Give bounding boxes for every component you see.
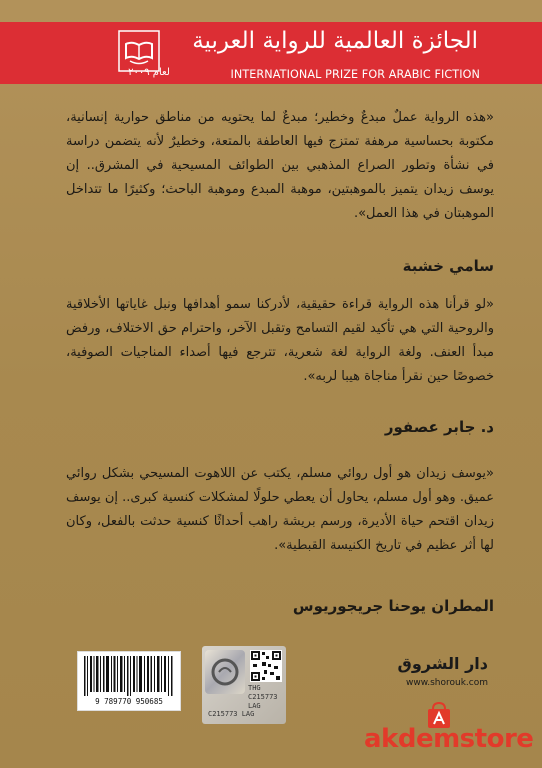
prize-title-arabic: الجائزة العالمية للرواية العربية: [192, 28, 478, 54]
isbn-number: 9 789770 950685: [95, 697, 163, 706]
hologram-icon: [205, 650, 245, 694]
review-author-2: د. جابر عصفور: [384, 418, 494, 436]
qr-code-icon: [250, 650, 282, 682]
barcode-icon: [84, 656, 174, 696]
review-quote-3: «يوسف زيدان هو أول روائي مسلم، يكتب عن اللاهوت المسيحي بشكل روائي عميق. وهو أول مسلم، يحاول أن يعطي حلولًا لمشكلات كنسية كبرى.. إن يوسف زيدان اقتحم حياة الأديرة، ورسم بريشة راهب أحداثًا كنسية حدثت بالفعل، وكان لها أثر عظيم في تاريخ الكنيسة القبطية».: [66, 466, 494, 553]
prize-banner: [0, 22, 542, 84]
review-quote-1: «هذه الرواية عملٌ مبدعٌ وخطير؛ مبدعٌ لما يحتويه من مناطق حوارية إنسانية، مكتوبة بحساسية مرهفة تمتزج فيها العاطفة بالمتعة، وخطيرٌ لأنه يتضمن دراسة في نشأة وتطور الصراع المذهبي بين الطوائف المسيحية في المشرق.. إن يوسف زيدان يتميز بالموهبتين، موهبة المبدع وموهبة الباحث؛ وكثيرًا ما تتداخل الموهبتان في هذا العمل».: [66, 110, 494, 221]
publisher-url: www.shorouk.com: [405, 678, 488, 688]
open-book-logo-icon: [118, 30, 160, 72]
review-author-3: المطران يوحنا جريجوريوس: [292, 597, 494, 615]
security-sticker: [202, 646, 286, 724]
publisher-name: دار الشروق: [397, 654, 488, 673]
prize-year: لعام ٢٠٠٩: [128, 67, 170, 78]
sticker-code-bottom: C215773 LAG: [208, 710, 255, 718]
review-quote-2: «لو قرأنا هذه الرواية قراءة حقيقية، لأدركنا سمو أهدافها ونبل غاياتها الأخلاقية والروحية التي هي تأكيد لقيم التسامح وتقبل الآخر، واحترام حق الاختلاف، ورفض مبدأ العنف. ولغة الرواية لغة شعرية، تترجع فيها أصداء المناجيات الصوفية، خصوصًا حين نقرأ مناجاة هيبا لربه».: [66, 297, 494, 384]
publisher-logo: [396, 654, 488, 694]
prize-title-english: INTERNATIONAL PRIZE FOR ARABIC FICTION: [230, 68, 480, 81]
review-author-1: سامي خشبة: [402, 257, 494, 275]
isbn-barcode: [77, 651, 181, 711]
sticker-code-top: THG C215773 LAG: [248, 684, 278, 710]
store-watermark: akdemstore: [364, 724, 534, 754]
